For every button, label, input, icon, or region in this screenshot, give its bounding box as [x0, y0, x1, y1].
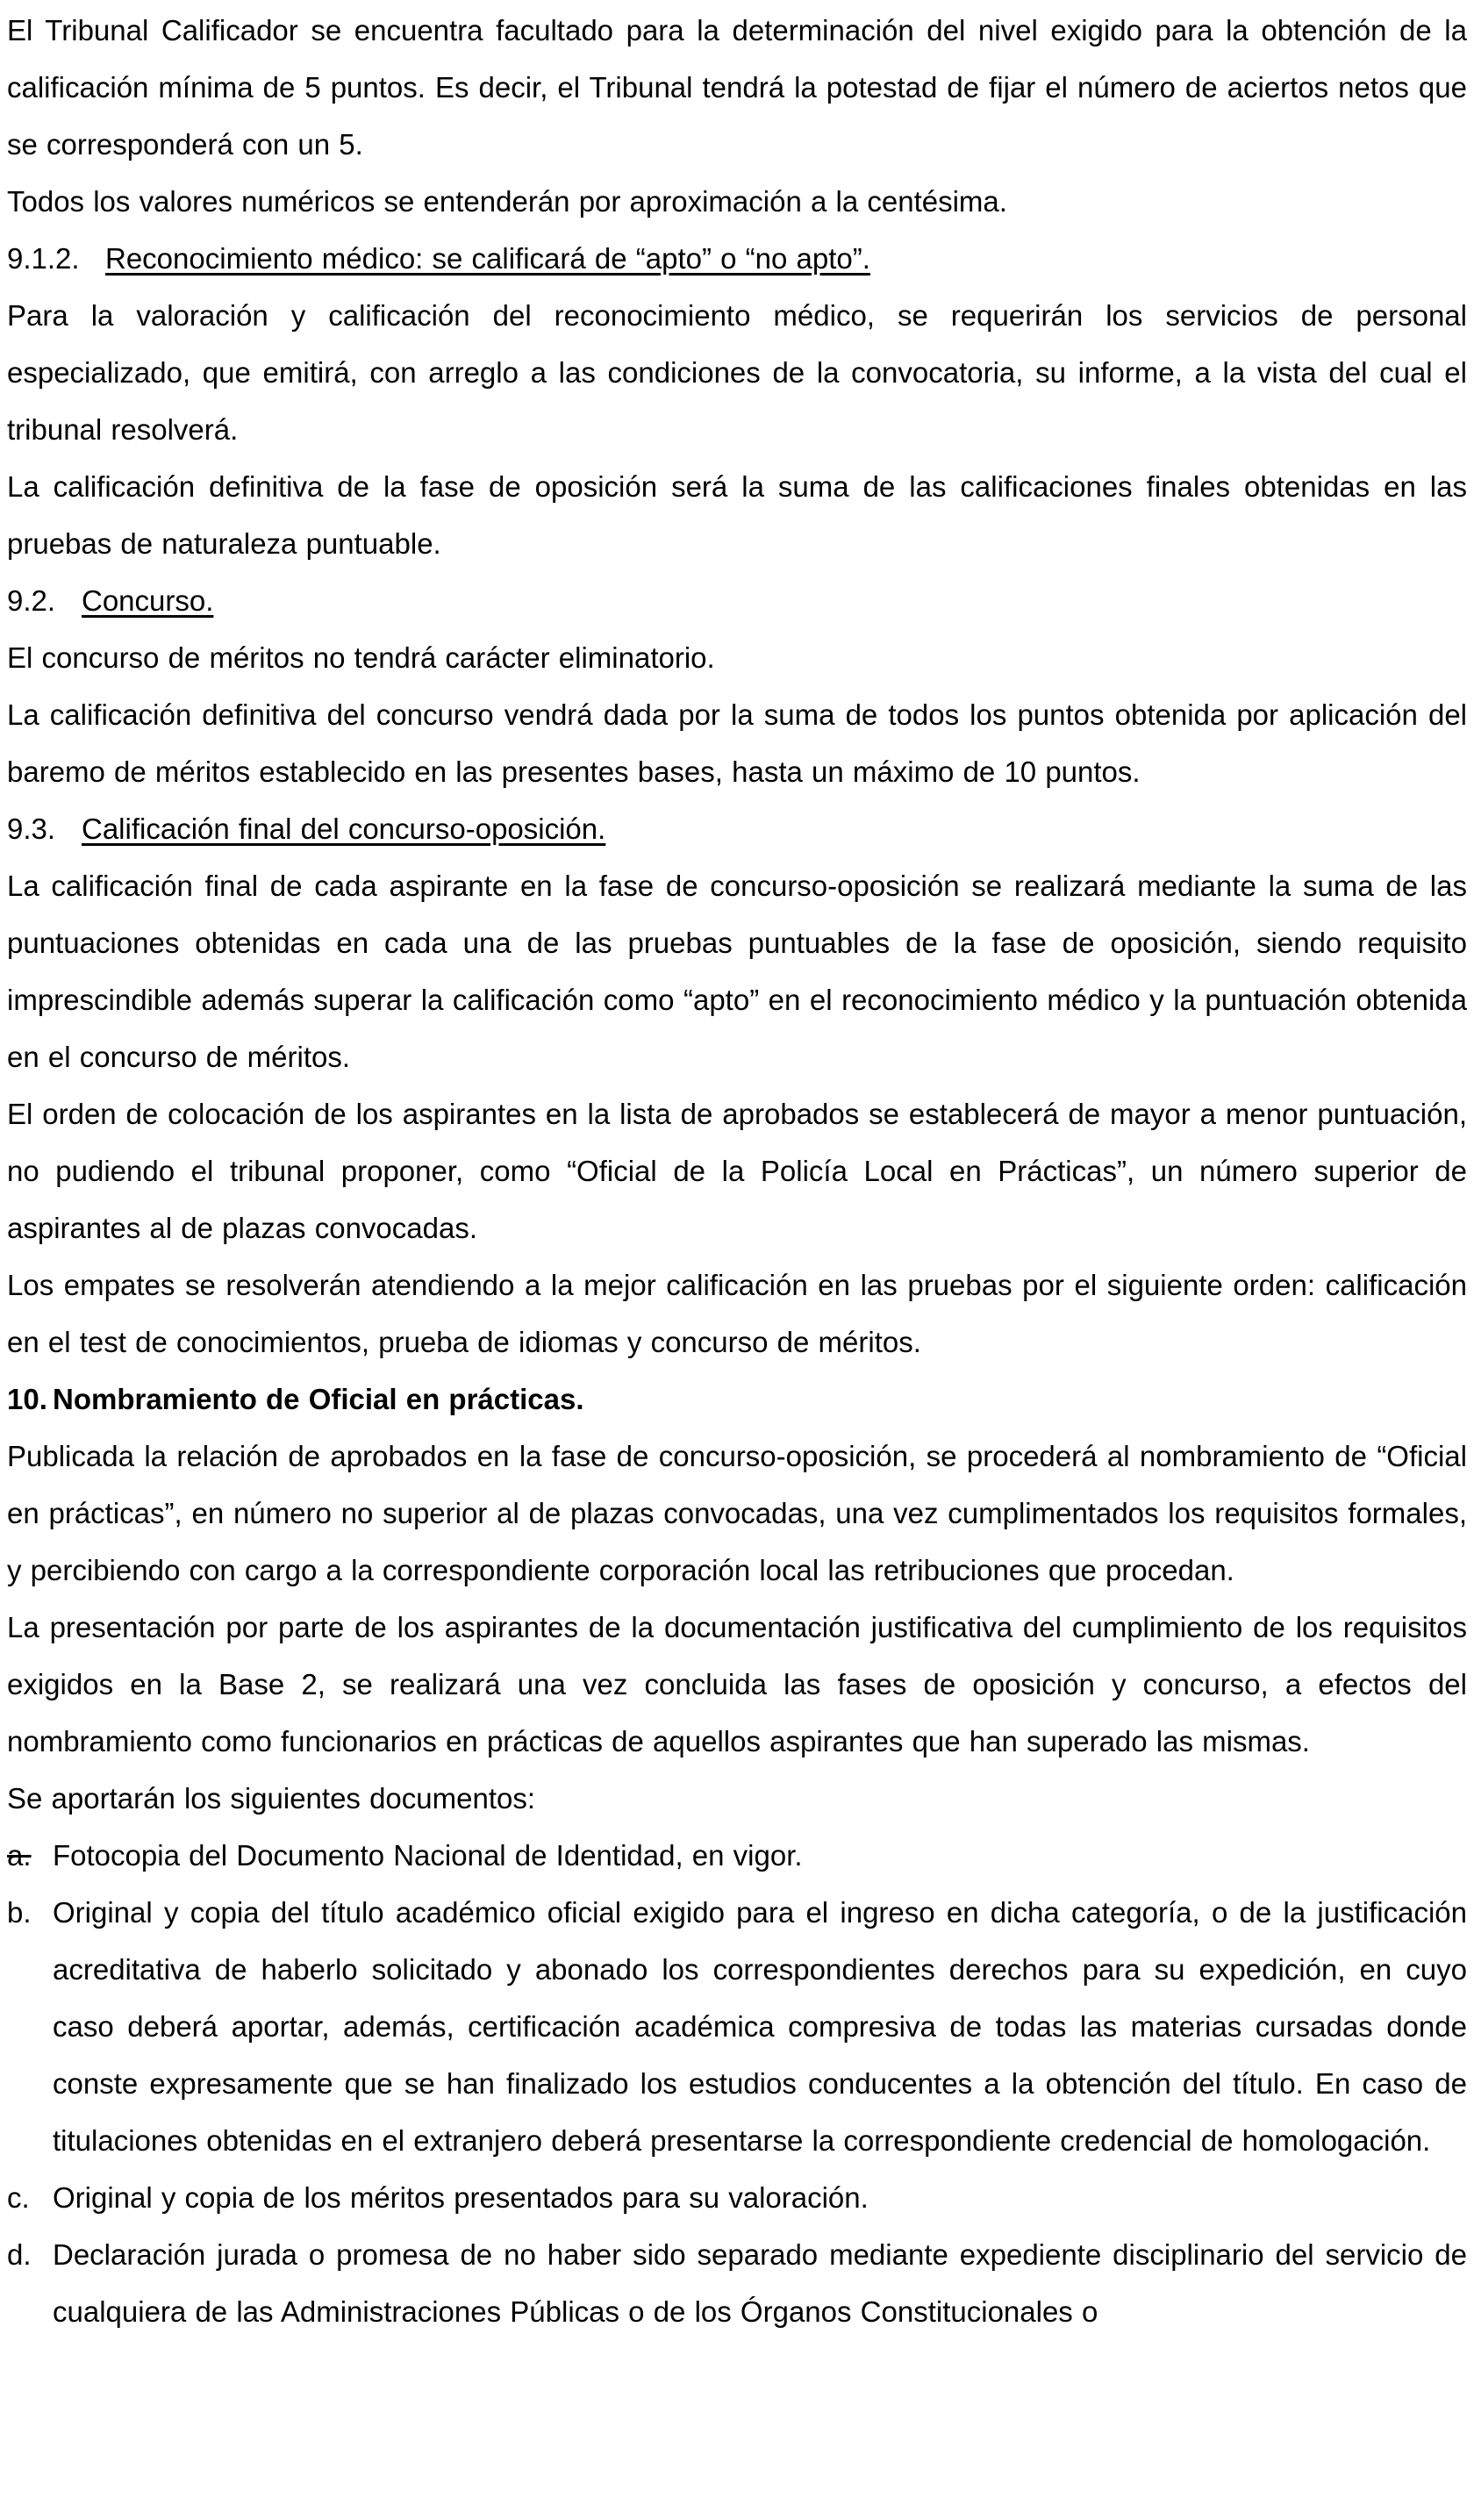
list-item-d: [7, 2226, 1467, 2340]
paragraph-presentacion-documentacion: La presentación por parte de los aspirantes de la documentación justificativa del cumplimiento de los requisitos exigidos en la Base 2, se realizará una vez concluida las fases de oposición y concurso, a efectos del nombramiento como funcionarios en prácticas de aquellos aspirantes que han superado las mismas.: [7, 1611, 1467, 1758]
heading-9-2: [7, 572, 1467, 629]
list-marker-c: c.: [7, 2181, 30, 2214]
list-item-c: [7, 2169, 1467, 2226]
list-item-text: Fotocopia del Documento Nacional de Identidad, en vigor.: [53, 1839, 803, 1872]
heading-9-3: [7, 800, 1467, 857]
list-item-text: Original y copia del título académico oficial exigido para el ingreso en dicha categoría, o de la justificación acreditativa de haberlo solicitado y abonado los correspondientes derechos para su expedición, en cuyo caso deberá aportar, además, certificación académica compresiva de todas las materias cursadas donde conste expresamente que se han finalizado los estudios conducentes a la obtención del título. En caso de titulaciones obtenidas en el extranjero deberá presentarse la correspondiente credencial de homologación.: [53, 1896, 1467, 2157]
list-marker-a: a.: [7, 1839, 32, 1872]
section-title: Concurso.: [82, 584, 214, 617]
list-marker-b: b.: [7, 1896, 32, 1929]
section-number: 9.3.: [7, 813, 56, 845]
paragraph-publicada-relacion: Publicada la relación de aprobados en la fase de concurso-oposición, se procederá al nombramiento de “Oficial en prácticas”, en número no superior al de plazas convocadas, una vez cumplimentados los requisitos formales, y percibiendo con cargo a la correspondiente corporación local las retribuciones que procedan.: [7, 1440, 1467, 1586]
section-number: 10.: [7, 1383, 47, 1415]
paragraph-valores-numericos: Todos los valores numéricos se entenderán por aproximación a la centésima.: [7, 185, 1007, 218]
heading-9-1-2: [7, 230, 1467, 287]
paragraph-concurso-meritos: El concurso de méritos no tendrá carácter eliminatorio.: [7, 641, 715, 674]
list-item-a: [7, 1827, 1467, 1884]
list-marker-d: d.: [7, 2238, 32, 2271]
paragraph-calificacion-definitiva-concurso: La calificación definitiva del concurso vendrá dada por la suma de todos los puntos obtenida por aplicación del baremo de méritos establecido en las presentes bases, hasta un máximo de 10 puntos.: [7, 698, 1467, 788]
heading-10: [7, 1371, 1467, 1428]
paragraph-orden-colocacion: El orden de colocación de los aspirantes en la lista de aprobados se establecerá de mayor a menor puntuación, no pudiendo el tribunal proponer, como “Oficial de la Policía Local en Prácticas”, un número superior de aspirantes al de plazas convocadas.: [7, 1098, 1467, 1244]
paragraph-se-aportaran: Se aportarán los siguientes documentos:: [7, 1782, 536, 1815]
section-number: 9.1.2.: [7, 242, 80, 275]
list-item-text: Original y copia de los méritos presentados para su valoración.: [53, 2181, 869, 2214]
paragraph-calificacion-definitiva-oposicion: La calificación definitiva de la fase de oposición será la suma de las calificaciones finales obtenidas en las pruebas de naturaleza puntuable.: [7, 470, 1467, 560]
paragraph-tribunal-calificador: El Tribunal Calificador se encuentra facultado para la determinación del nivel exigido para la obtención de la calificación mínima de 5 puntos. Es decir, el Tribunal tendrá la potestad de fijar el número de aciertos netos que se corresponderá con un 5.: [7, 14, 1467, 161]
list-item-text: Declaración jurada o promesa de no haber sido separado mediante expediente disciplinario del servicio de cualquiera de las Administraciones Públicas o de los Órganos Constitucionales o: [53, 2238, 1467, 2328]
section-title: Calificación final del concurso-oposición.: [82, 813, 606, 845]
paragraph-valoracion-medico: Para la valoración y calificación del reconocimiento médico, se requerirán los servicios de personal especializado, que emitirá, con arreglo a las condiciones de la convocatoria, su informe, a la vista del cual el tribunal resolverá.: [7, 299, 1467, 446]
section-number: 9.2.: [7, 584, 56, 617]
section-title: Nombramiento de Oficial en prácticas.: [53, 1383, 584, 1415]
list-item-b: [7, 1884, 1467, 2169]
section-title: Reconocimiento médico: se calificará de “apto” o “no apto”.: [105, 242, 870, 275]
paragraph-calificacion-final-aspirante: La calificación final de cada aspirante en la fase de concurso-oposición se realizará mediante la suma de las puntuaciones obtenidas en cada una de las pruebas puntuables de la fase de oposición, siendo requisito imprescindible además superar la calificación como “apto” en el reconocimiento médico y la puntuación obtenida en el concurso de méritos.: [7, 870, 1467, 1073]
paragraph-empates: Los empates se resolverán atendiendo a la mejor calificación en las pruebas por el siguiente orden: calificación en el test de conocimientos, prueba de idiomas y concurso de méritos.: [7, 1269, 1467, 1358]
